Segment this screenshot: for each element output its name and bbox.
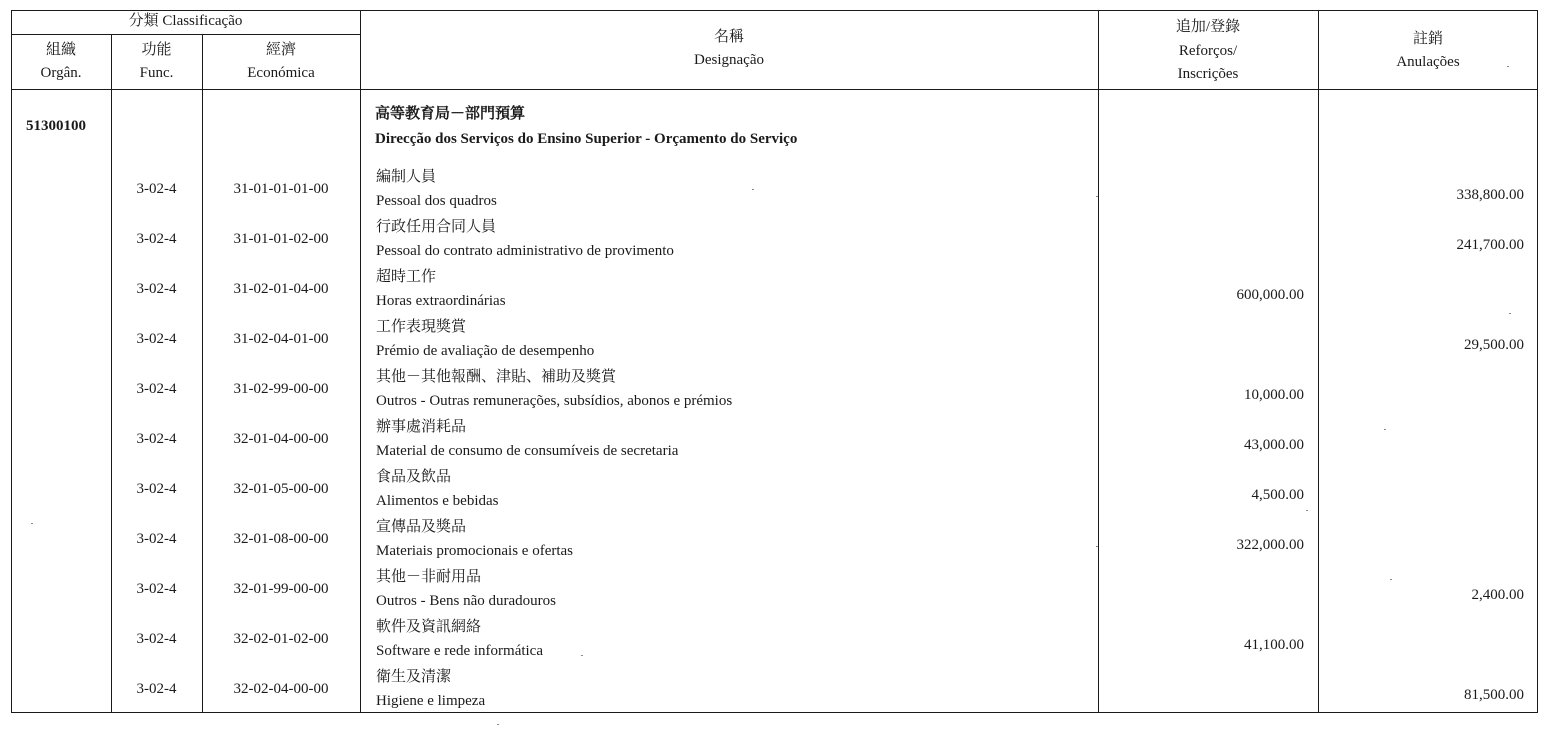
func-code: 3-02-4 [136, 281, 177, 297]
econ-code: 31-01-01-01-00 [233, 181, 329, 197]
func-code: 3-02-4 [136, 531, 177, 547]
col-divider-econ-designation [360, 10, 361, 713]
reinforce-amount: 10,000.00 [1244, 387, 1304, 403]
scan-speck [31, 523, 33, 524]
scan-speck [752, 189, 754, 190]
func-code: 3-02-4 [136, 381, 177, 397]
scan-speck [1306, 510, 1308, 511]
item-name-zh: 宣傳品及獎品 [376, 519, 467, 535]
reinforce-amount: 600,000.00 [1236, 287, 1304, 303]
func-code: 3-02-4 [136, 181, 177, 197]
scan-speck [497, 724, 499, 725]
func-code: 3-02-4 [136, 581, 177, 597]
item-name-pt: Outros - Outras remunerações, subsídios, abonos e prémios [376, 393, 733, 409]
scan-speck [1509, 313, 1511, 314]
econ-code: 31-01-01-02-00 [233, 231, 329, 247]
designation-header-pt: Designação [694, 52, 764, 68]
item-name-zh: 其他－其他報酬、津貼、補助及獎賞 [376, 369, 617, 385]
econ-code: 32-02-01-02-00 [233, 631, 329, 647]
organ-title-zh: 高等教育局－部門預算 [375, 106, 526, 122]
item-name-zh: 軟件及資訊網絡 [376, 619, 482, 635]
scan-speck [1096, 546, 1098, 547]
col-divider-reinforce-cancel [1318, 10, 1319, 713]
scan-speck [1096, 196, 1098, 197]
func-code: 3-02-4 [136, 681, 177, 697]
col-divider-func-econ [202, 35, 203, 713]
scan-speck [1384, 429, 1386, 430]
scan-speck [1507, 66, 1509, 67]
item-name-zh: 超時工作 [376, 269, 437, 285]
item-name-pt: Outros - Bens não duradouros [376, 593, 556, 609]
organ-header-zh: 組織 [45, 42, 76, 58]
cancel-header-zh: 註銷 [1412, 31, 1443, 47]
table-outer-border [11, 10, 1538, 713]
col-divider-organ-func [111, 35, 112, 713]
econ-code: 31-02-04-01-00 [233, 331, 329, 347]
func-header-zh: 功能 [141, 42, 172, 58]
econ-code: 32-01-05-00-00 [233, 481, 329, 497]
item-name-pt: Material de consumo de consumíveis de secretaria [376, 443, 679, 459]
cancel-amount: 2,400.00 [1471, 587, 1524, 603]
item-name-pt: Pessoal dos quadros [376, 193, 497, 209]
func-code: 3-02-4 [136, 231, 177, 247]
econ-header-zh: 經濟 [265, 42, 296, 58]
item-name-zh: 其他－非耐用品 [376, 569, 482, 585]
item-name-pt: Materiais promocionais e ofertas [376, 543, 574, 559]
item-name-pt: Higiene e limpeza [376, 693, 486, 709]
item-name-zh: 衛生及清潔 [376, 669, 452, 685]
econ-code: 31-02-01-04-00 [233, 281, 329, 297]
econ-code: 32-01-08-00-00 [233, 531, 329, 547]
reinforce-amount: 4,500.00 [1251, 487, 1304, 503]
item-name-zh: 食品及飲品 [376, 469, 452, 485]
cancel-amount: 338,800.00 [1456, 187, 1524, 203]
reinforce-amount: 322,000.00 [1236, 537, 1304, 553]
func-code: 3-02-4 [136, 631, 177, 647]
organ-title-pt: Direcção dos Serviços do Ensino Superior - Orçamento do Serviço [375, 131, 798, 147]
reinforce-amount: 43,000.00 [1244, 437, 1304, 453]
econ-code: 31-02-99-00-00 [233, 381, 329, 397]
reinforce-header-pt-line2: Inscrições [1177, 66, 1239, 82]
func-code: 3-02-4 [136, 431, 177, 447]
classification-underline [11, 34, 360, 35]
econ-code: 32-01-99-00-00 [233, 581, 329, 597]
organ-header-pt: Orgân. [40, 65, 82, 81]
cancel-amount: 81,500.00 [1464, 687, 1524, 703]
reinforce-header-zh: 追加/登錄 [1175, 19, 1241, 35]
scan-speck [581, 655, 583, 656]
item-name-pt: Alimentos e bebidas [376, 493, 499, 509]
cancel-amount: 29,500.00 [1464, 337, 1524, 353]
econ-code: 32-01-04-00-00 [233, 431, 329, 447]
cancel-header-pt: Anulações [1396, 54, 1460, 70]
item-name-pt: Pessoal do contrato administrativo de provimento [376, 243, 674, 259]
scan-speck [1390, 579, 1392, 580]
reinforce-amount: 41,100.00 [1244, 637, 1304, 653]
item-name-pt: Software e rede informática [376, 643, 543, 659]
item-name-zh: 工作表現獎賞 [376, 319, 467, 335]
item-name-pt: Prémio de avaliação de desempenho [376, 343, 595, 359]
item-name-zh: 編制人員 [376, 169, 437, 185]
item-name-pt: Horas extraordinárias [376, 293, 506, 309]
econ-header-pt: Económica [247, 65, 315, 81]
col-divider-designation-reinforce [1098, 10, 1099, 713]
item-name-zh: 行政任用合同人員 [376, 219, 497, 235]
econ-code: 32-02-04-00-00 [233, 681, 329, 697]
header-bottom-rule [11, 89, 1538, 90]
func-code: 3-02-4 [136, 331, 177, 347]
func-code: 3-02-4 [136, 481, 177, 497]
func-header-pt: Func. [139, 65, 174, 81]
cancel-amount: 241,700.00 [1456, 237, 1524, 253]
designation-header-zh: 名稱 [713, 29, 744, 45]
classification-header: 分類 Classificação [128, 13, 243, 29]
item-name-zh: 辦事處消耗品 [376, 419, 467, 435]
reinforce-header-pt-line1: Reforços/ [1178, 43, 1238, 59]
organ-code: 51300100 [26, 118, 86, 134]
